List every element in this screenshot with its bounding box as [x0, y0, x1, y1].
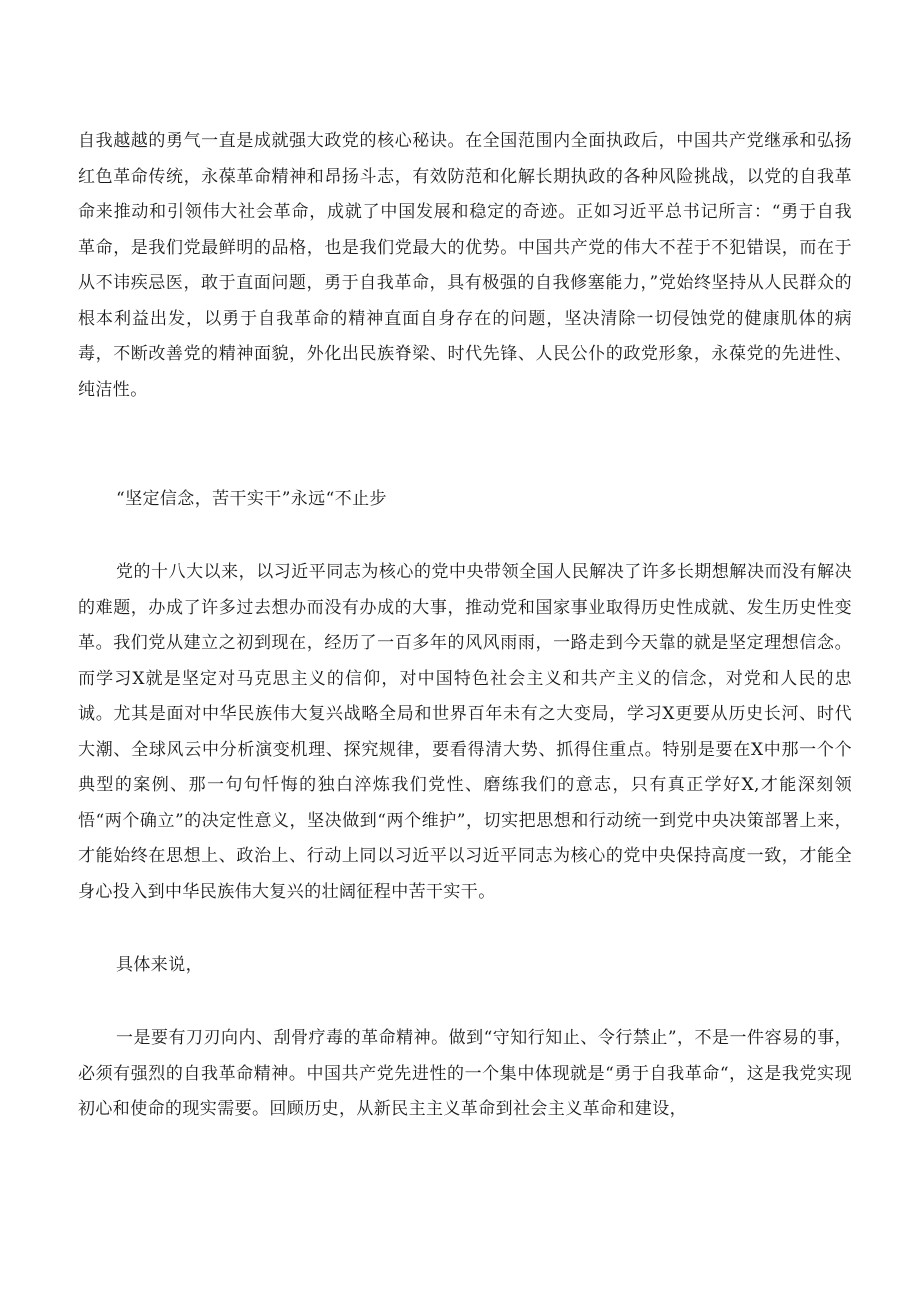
paragraph-specifically: 具体来说， — [116, 955, 203, 975]
paragraph-point-one: 一是要有刀刃向内、刮骨疗毒的革命精神。做到“守知行知止、令行禁止”，不是一件容易的事，必须有强烈的自我革命精神。中国共产党先进性的一个集中体现就是“勇于自我革命“，这是我党实现初心和使命的现实需要。回顾历史，从新民主主义革命到社会主义革命和建设， — [78, 1028, 852, 1119]
paragraph-since-18th-congress: 党的十八大以来，以习近平同志为核心的党中央带领全国人民解决了许多长期想解决而没有解决的难题，办成了许多过去想办而没有办成的大事，推动党和国家事业取得历史性成就、发生历史性变革。我们党从建立之初到现在，经历了一百多年的风风雨雨，一路走到今天靠的就是坚定理想信念。而学习X就是坚定对马克思主义的信仰，对中国特色社会主义和共产主义的信念，对党和人民的忠诚。尤其是面对中华民族伟大复兴战略全局和世界百年未有之大变局，学习X更要从历史长河、时代大潮、全球风云中分析演变机理、探究规律，要看得清大势、抓得住重点。特别是要在X中那一个个典型的案例、那一句句忏悔的独白淬炼我们党性、磨练我们的意志，只有真正学好X,才能深刻领悟“两个确立”的决定性意义，坚决做到“两个维护”，切实把思想和行动统一到党中央决策部署上来，才能始终在思想上、政治上、行动上同以习近平以习近平同志为核心的党中央保持高度一致，才能全身心投入到中华民族伟大复兴的壮阔征程中苦干实干。 — [78, 562, 852, 902]
paragraph-self-revolution: 自我越越的勇气一直是成就强大政党的核心秘诀。在全国范围内全面执政后，中国共产党继承和弘扬红色革命传统，永葆革命精神和昂扬斗志，有效防范和化解长期执政的各种风险挑战，以党的自我革命来推动和引领伟大社会革命，成就了中国发展和稳定的奇迹。正如习近平总书记所言：“勇于自我革命，是我们党最鲜明的品格，也是我们党最大的优势。中国共产党的伟大不茬于不犯错误，而在于从不讳疾忌医，敢于直面问题，勇于自我革命，具有极强的自我修塞能力，”党始终坚持从人民群众的根本利益出发，以勇于自我革命的精神直面自身存在的问题，坚决清除一切侵蚀党的健康肌体的病毒，不断改善党的精神面貌，外化出民族脊梁、时代先锋、人民公仆的政党形象，永葆党的先进性、纯洁性。 — [78, 131, 852, 400]
section-heading: “坚定信念，苦干实干”永远“不止步 — [116, 489, 387, 509]
